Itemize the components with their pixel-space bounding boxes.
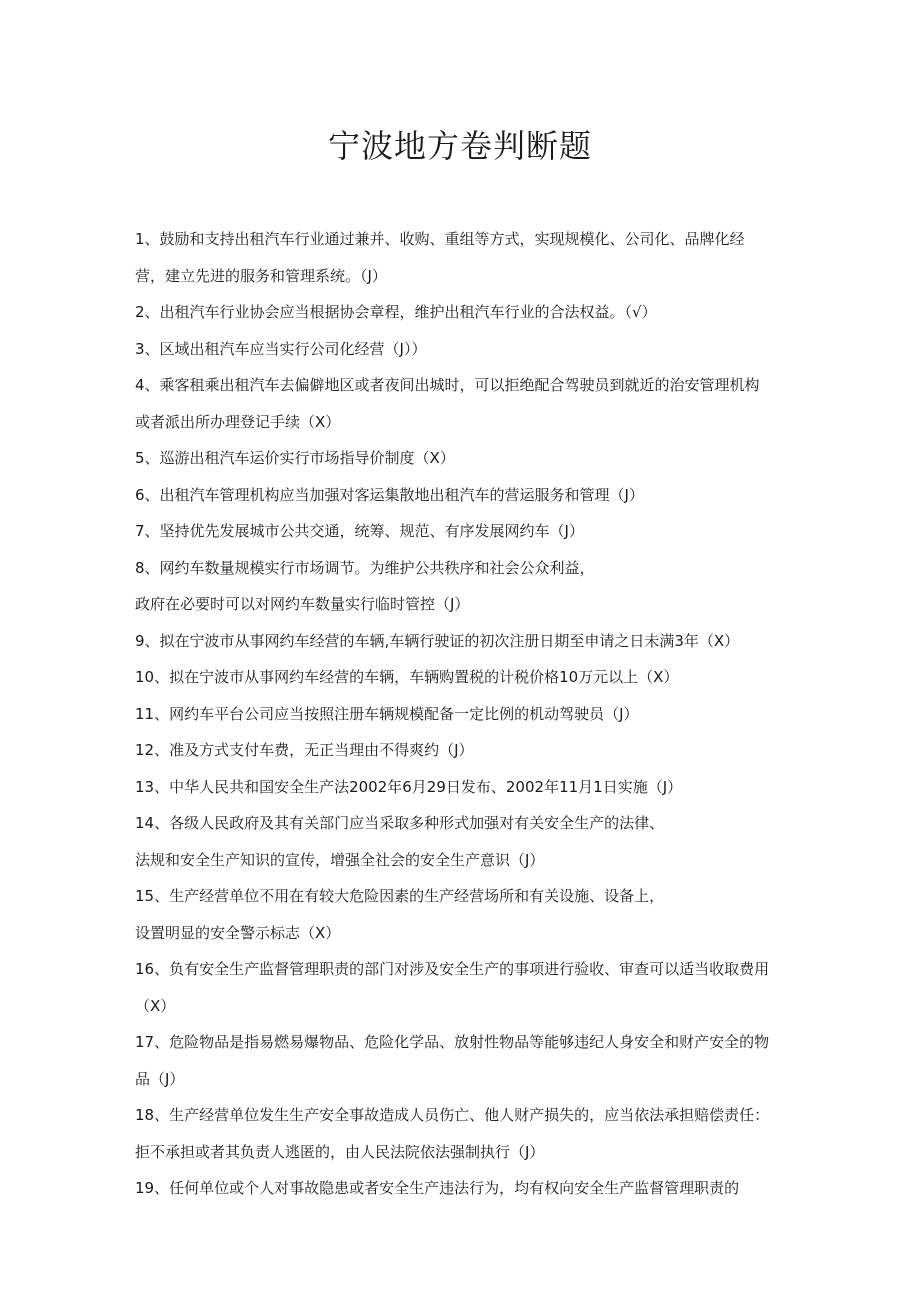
question-line: 19、任何单位或个人对事故隐患或者安全生产违法行为，均有权向安全生产监督管理职责的 xyxy=(135,1179,740,1197)
question-line: 17、危险物品是指易燃易爆物品、危险化学品、放射性物品等能够违纪人身安全和财产安全的物 xyxy=(135,1033,770,1051)
question-line: 1、鼓励和支持出租汽车行业通过兼并、收购、重组等方式，实现规模化、公司化、品牌化经 xyxy=(135,230,745,248)
question-line: 18、生产经营单位发生生产安全事故造成人员伤亡、他人财产损失的，应当依法承担赔偿责任： xyxy=(135,1106,770,1124)
question-line: 设置明显的安全警示标志（X） xyxy=(135,923,341,942)
question-line: 7、坚持优先发展城市公共交通，统筹、规范、有序发展网约车（J） xyxy=(135,522,584,540)
question-line: （X） xyxy=(135,996,176,1015)
question-line: 3、区域出租汽车应当实行公司化经营（J）） xyxy=(135,339,427,358)
question-line: 4、乘客租乘出租汽车去偏僻地区或者夜间出城时，可以拒绝配合驾驶员到就近的治安管理机构 xyxy=(135,376,760,394)
question-line: 拒不承担或者其负责人逃匿的，由人民法院依法强制执行（J） xyxy=(135,1142,545,1161)
question-line: 或者派出所办理登记手续（X） xyxy=(135,412,341,431)
question-line: 品（J） xyxy=(135,1069,185,1088)
question-line: 政府在必要时可以对网约车数量实行临时管控（J） xyxy=(135,595,470,613)
question-list xyxy=(135,226,795,1212)
question-line: 6、出租汽车管理机构应当加强对客运集散地出租汽车的营运服务和管理（J） xyxy=(135,485,644,504)
question-line: 14、各级人民政府及其有关部门应当采取多种形式加强对有关安全生产的法律、 xyxy=(135,814,665,832)
question-line: 11、网约车平台公司应当按照注册车辆规模配备一定比例的机动驾驶员（J） xyxy=(135,704,639,723)
question-line: 12、准及方式支付车费，无正当理由不得爽约（J） xyxy=(135,741,474,759)
question-line: 营，建立先进的服务和管理系统。（J） xyxy=(135,266,387,285)
question-line: 2、出租汽车行业协会应当根据协会章程，维护出租汽车行业的合法权益。（√） xyxy=(135,303,657,321)
question-line: 15、生产经营单位不用在有较大危险因素的生产经营场所和有关设施、设备上， xyxy=(135,887,665,905)
question-line: 5、巡游出租汽车运价实行市场指导价制度（X） xyxy=(135,449,455,467)
question-line: 13、中华人民共和国安全生产法2002年6月29日发布、2002年11月1日实施（J） xyxy=(135,777,683,796)
question-line: 16、负有安全生产监督管理职责的部门对涉及安全生产的事项进行验收、审查可以适当收取费用 xyxy=(135,960,770,978)
question-line: 8、网约车数量规模实行市场调节。为维护公共秩序和社会公众利益， xyxy=(135,558,595,577)
question-line: 9、拟在宁波市从事网约车经营的车辆,车辆行驶证的初次注册日期至申请之日未满3年（X） xyxy=(135,631,740,650)
question-line: 10、拟在宁波市从事网约车经营的车辆，车辆购置税的计税价格10万元以上（X） xyxy=(135,668,679,686)
document-title: 宁波地方卷判断题 xyxy=(327,127,592,165)
question-line: 法规和安全生产知识的宣传，增强全社会的安全生产意识（J） xyxy=(135,850,545,869)
